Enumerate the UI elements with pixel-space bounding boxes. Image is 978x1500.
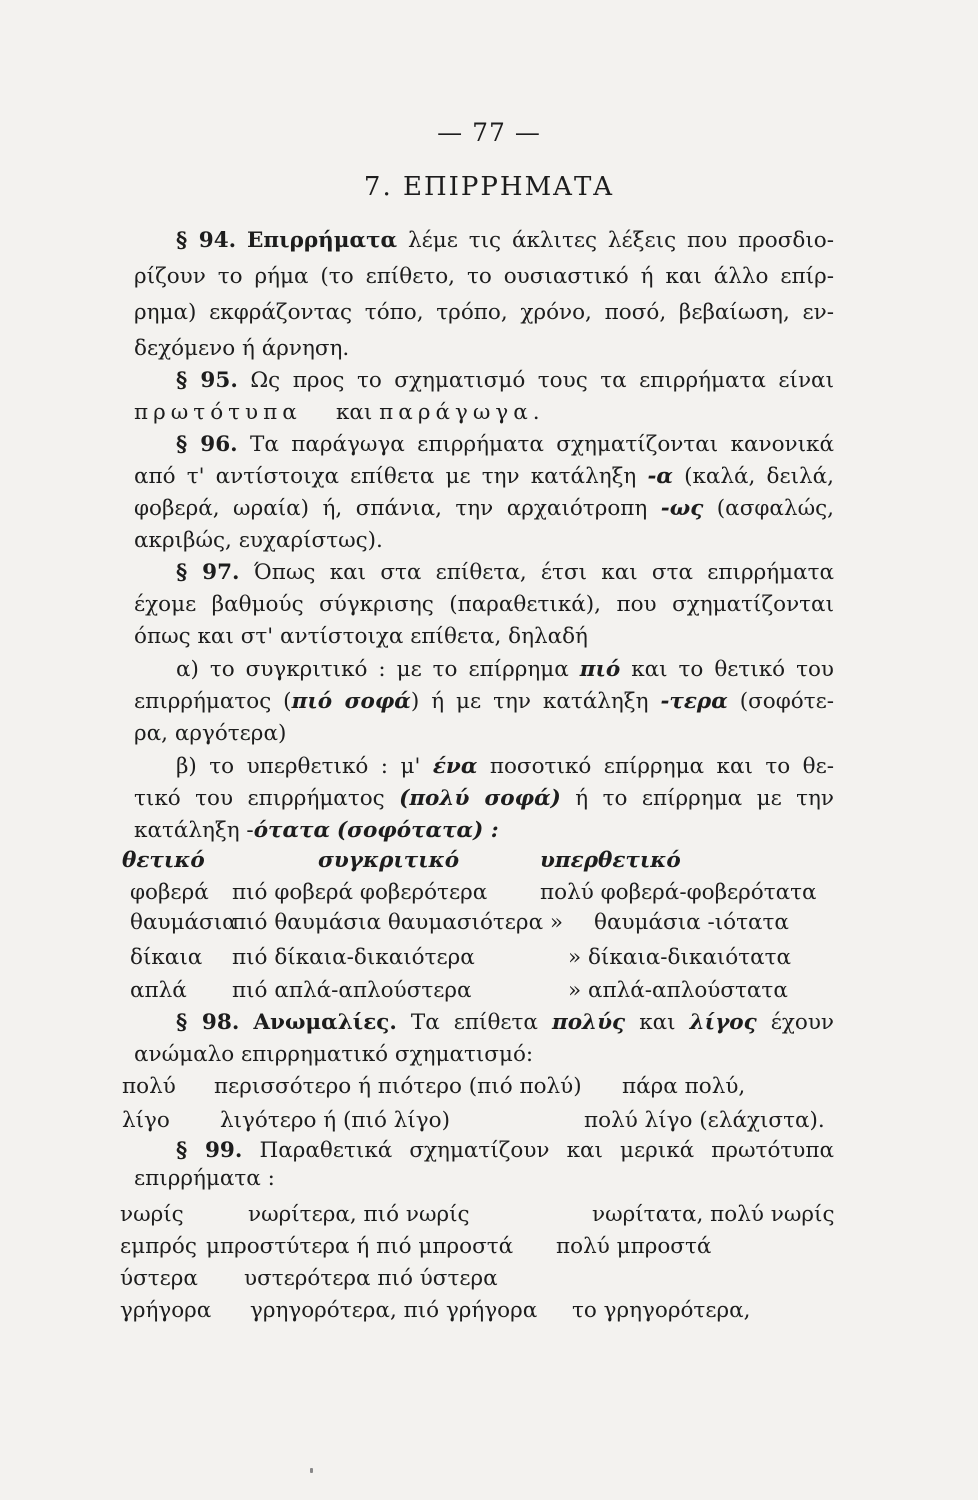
p96-line-1: § 96. Τα παράγωγα επιρρήματα σχηματίζονται κανονικά: [176, 432, 835, 457]
table-cell: θαυμάσια -ιότατα: [594, 910, 789, 935]
primitive-cell: νωρίτατα, πολύ νωρίς: [592, 1202, 835, 1227]
p95-line-2: πρωτότυπα και παράγωγα.: [134, 400, 545, 425]
primitive-cell: γρήγορα: [120, 1298, 212, 1323]
table-cell: πιό θαυμάσια θαυμασιότερα »: [232, 910, 564, 935]
irregular-cell: λιγότερο ή (πιό λίγο): [220, 1108, 450, 1133]
p96-line-2: από τ' αντίστοιχα επίθετα με την κατάληξη -α (καλά, δειλά,: [134, 464, 835, 489]
primitive-cell: ύστερα: [120, 1266, 198, 1291]
p97-beta-line-3: κατάληξη -ότατα (σοφότατα) :: [134, 818, 499, 843]
p97-alpha-line-2: επιρρήματος (πιό σοφά) ή με την κατάληξη -τερα (σοφότε-: [134, 689, 835, 714]
p96-line-4: ακριβώς, ευχαρίστως).: [134, 528, 383, 553]
primitive-cell: υστερότερα πιό ύστερα: [244, 1266, 498, 1291]
p98-term: Ανωμαλίες.: [253, 1010, 397, 1035]
table-header-comparative: συγκριτικό: [318, 848, 460, 873]
table-cell: δίκαια: [130, 945, 203, 970]
table-cell: φοβερά: [130, 880, 209, 905]
table-header-superlative: υπερθετικό: [540, 848, 681, 873]
p94-term: Επιρρήματα: [247, 228, 398, 253]
irregular-cell: λίγο: [122, 1108, 170, 1133]
table-cell: πιό φοβερά φοβερότερα: [232, 880, 488, 905]
table-cell: » δίκαια-δικαιότατα: [568, 945, 792, 970]
p95-line-1: § 95. Ως προς το σχηματισμό τους τα επιρρήματα είναι: [176, 368, 835, 393]
irregular-cell: περισσότερο ή πιότερο (πιό πολύ): [214, 1074, 582, 1099]
table-cell: πιό απλά-απλούστερα: [232, 978, 472, 1003]
p94-line-4: δεχόμενο ή άρνηση.: [134, 336, 350, 361]
irregular-cell: πάρα πολύ,: [622, 1074, 746, 1099]
primitive-cell: γρηγορότερα, πιό γρήγορα: [250, 1298, 538, 1323]
table-cell: θαυμάσια: [130, 910, 237, 935]
table-cell: » απλά-απλούστατα: [568, 978, 788, 1003]
table-header-positive: θετικό: [122, 848, 205, 873]
p94-line-2: ρίζουν το ρήμα (το επίθετο, το ουσιαστικό ή και άλλο επίρ-: [134, 264, 834, 289]
table-cell: πολύ φοβερά-φοβερότατα: [540, 880, 817, 905]
primitive-cell: πολύ μπροστά: [556, 1234, 712, 1259]
table-cell: πιό δίκαια-δικαιότερα: [232, 945, 475, 970]
p97-line-2: έχομε βαθμούς σύγκρισης (παραθετικά), που σχηματίζονται: [134, 592, 834, 617]
p99-line-1: § 99. Παραθετικά σχηματίζουν και μερικά πρωτότυπα: [176, 1138, 835, 1163]
p94-line-3: ρημα) εκφράζοντας τόπο, τρόπο, χρόνο, ποσό, βεβαίωση, εν-: [134, 300, 834, 325]
irregular-cell: πολύ: [122, 1074, 176, 1099]
primitive-cell: εμπρός: [120, 1234, 197, 1259]
page-number: — 77 —: [437, 118, 541, 147]
p98-line-1: § 98. Ανωμαλίες. Τα επίθετα πολύς και λίγος έχουν: [176, 1010, 835, 1035]
p99-line-2: επιρρήματα :: [134, 1166, 275, 1191]
p97-alpha-line-3: ρα, αργότερα): [134, 721, 287, 746]
p97-beta-line-2: τικό του επιρρήματος (πολύ σοφά) ή το επίρρημα με την: [134, 786, 834, 811]
ink-speck: [310, 1468, 313, 1473]
p96-line-3: φοβερά, ωραία) ή, σπάνια, την αρχαιότροπη -ως (ασφαλώς,: [134, 496, 834, 521]
p97-beta-line-1: β) το υπερθετικό : μ' ένα ποσοτικό επίρρημα και το θε-: [176, 754, 835, 779]
primitive-cell: το γρηγορότερα,: [572, 1298, 751, 1323]
p98-line-2: ανώμαλο επιρρηματικό σχηματισμό:: [134, 1042, 534, 1067]
chapter-title: 7. ΕΠΙΡΡΗΜΑΤΑ: [363, 172, 615, 202]
p94-line-1: § 94. Επιρρήματα λέμε τις άκλιτες λέξεις που προσδιο-: [176, 228, 834, 253]
irregular-cell: πολύ λίγο (ελάχιστα).: [584, 1108, 825, 1133]
primitive-cell: νωρίς: [120, 1202, 184, 1227]
p97-alpha-line-1: α) το συγκριτικό : με το επίρρημα πιό και το θετικό του: [176, 657, 834, 682]
p97-line-1: § 97. Όπως και στα επίθετα, έτσι και στα επιρρήματα: [176, 560, 835, 585]
primitive-cell: νωρίτερα, πιό νωρίς: [248, 1202, 470, 1227]
primitive-cell: μπροστύτερα ή πιό μπροστά: [206, 1234, 514, 1259]
p97-line-3: όπως και στ' αντίστοιχα επίθετα, δηλαδή: [134, 624, 588, 649]
table-cell: απλά: [130, 978, 187, 1003]
